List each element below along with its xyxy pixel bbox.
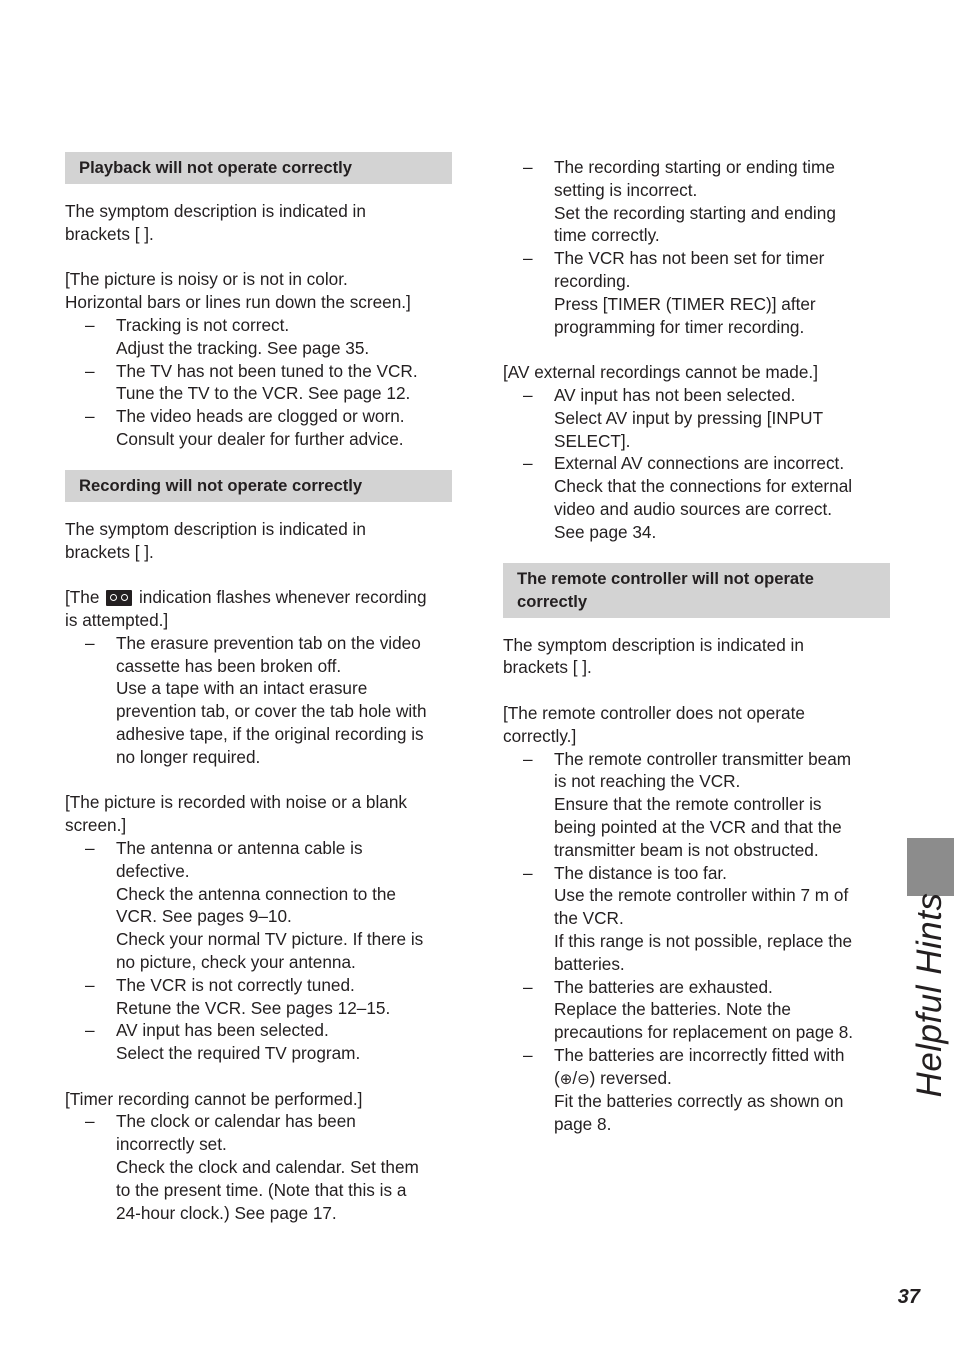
item-line: The VCR is not correctly tuned. xyxy=(116,974,355,995)
item-line: Adjust the tracking. See page 35. xyxy=(116,337,370,358)
left-column xyxy=(65,152,452,1224)
section-heading-remote xyxy=(503,563,890,618)
symptom-line: [The picture is noisy or is not in color. xyxy=(65,269,348,290)
symptom-prefix: [The xyxy=(65,587,100,608)
intro-line: The symptom description is indicated in xyxy=(65,518,366,539)
item-line: Check the clock and calendar. Set them xyxy=(116,1157,419,1178)
symptom-remote-not-operating xyxy=(503,702,890,748)
item-line: Use the remote controller within 7 m of xyxy=(554,885,849,906)
item-line: batteries. xyxy=(554,953,625,974)
item-line: The recording starting or ending time xyxy=(554,157,835,177)
item-line: AV input has been selected. xyxy=(116,1020,329,1041)
item-line: The remote controller transmitter beam xyxy=(554,748,852,769)
list-item xyxy=(503,384,890,452)
item-line: recording. xyxy=(554,270,631,291)
item-line: The antenna or antenna cable is xyxy=(116,837,363,858)
item-line: prevention tab, or cover the tab hole with xyxy=(116,701,427,722)
item-line: Ensure that the remote controller is xyxy=(554,794,822,815)
list-item xyxy=(65,632,452,769)
plus-circle-icon: ⊕ xyxy=(559,1069,573,1088)
intro-line: The symptom description is indicated in xyxy=(503,634,804,655)
symptom-line: [The remote controller does not operate xyxy=(503,702,805,723)
item-line: time correctly. xyxy=(554,225,660,246)
item-line: The clock or calendar has been xyxy=(116,1111,356,1132)
list-item xyxy=(65,1110,452,1224)
item-line: Check the antenna connection to the xyxy=(116,883,396,904)
symptom-line: [Timer recording cannot be performed.] xyxy=(65,1088,363,1109)
symptom-line: [AV external recordings cannot be made.] xyxy=(503,362,818,383)
dash-bullet: – xyxy=(523,1044,533,1065)
item-line: no picture, check your antenna. xyxy=(116,951,356,972)
item-line: Use a tape with an intact erasure xyxy=(116,678,368,699)
item-line: The distance is too far. xyxy=(554,862,727,883)
intro-remote xyxy=(503,634,890,680)
list-item xyxy=(65,974,452,1020)
item-line: The VCR has not been set for timer xyxy=(554,248,825,269)
symptom-av-external xyxy=(503,361,890,384)
dash-bullet: – xyxy=(523,748,533,769)
dash-bullet: – xyxy=(523,453,533,474)
item-line: Retune the VCR. See pages 12–15. xyxy=(116,997,391,1018)
item-line: The batteries are exhausted. xyxy=(554,976,773,997)
section-heading-playback: Playback will not operate correctly xyxy=(65,152,452,184)
dash-bullet: – xyxy=(85,1111,95,1132)
item-line: setting is incorrect. xyxy=(554,179,698,200)
side-tab-marker xyxy=(907,838,954,896)
dash-bullet: – xyxy=(523,248,533,269)
dash-bullet: – xyxy=(523,976,533,997)
intro-line: brackets [ ]. xyxy=(65,223,154,244)
list-item xyxy=(65,314,452,360)
symptom-noisy-picture xyxy=(65,268,452,314)
slash: / xyxy=(572,1067,578,1088)
item-line: adhesive tape, if the original recording is xyxy=(116,723,424,744)
intro-line: brackets [ ]. xyxy=(503,657,592,678)
cassette-icon xyxy=(106,590,132,606)
symptom-line: correctly.] xyxy=(503,725,577,746)
list-item xyxy=(65,405,452,451)
minus-circle-icon: ⊖ xyxy=(577,1069,590,1088)
item-line: the VCR. xyxy=(554,908,624,929)
dash-bullet: – xyxy=(85,632,95,653)
symptom-indicator-flashes xyxy=(65,586,452,632)
item-line: Tune the TV to the VCR. See page 12. xyxy=(116,383,411,404)
dash-bullet: – xyxy=(523,157,533,177)
dash-bullet: – xyxy=(523,384,533,405)
item-line: Check your normal TV picture. If there is xyxy=(116,929,424,950)
dash-bullet: – xyxy=(85,974,95,995)
item-line: The TV has not been tuned to the VCR. xyxy=(116,360,418,381)
symptom-suffix: indication flashes whenever recording xyxy=(138,587,427,608)
item-line: External AV connections are incorrect. xyxy=(554,453,845,474)
symptom-line xyxy=(65,586,452,609)
item-line: being pointed at the VCR and that the xyxy=(554,816,842,837)
item-line: transmitter beam is not obstructed. xyxy=(554,839,819,860)
intro-line: brackets [ ]. xyxy=(65,541,154,562)
item-line: Select AV input by pressing [INPUT xyxy=(554,407,824,428)
list-item xyxy=(503,1044,890,1136)
item-line: Press [TIMER (TIMER REC)] after xyxy=(554,293,816,314)
symptom-line: Horizontal bars or lines run down the screen.] xyxy=(65,292,411,313)
item-line: The video heads are clogged or worn. xyxy=(116,406,405,427)
symptom-line: is attempted.] xyxy=(65,609,169,630)
item-line: no longer required. xyxy=(116,746,261,767)
item-line: programming for timer recording. xyxy=(554,316,805,337)
intro-playback xyxy=(65,200,452,246)
dash-bullet: – xyxy=(85,314,95,335)
item-line: See page 34. xyxy=(554,521,657,542)
dash-bullet: – xyxy=(85,837,95,858)
symptom-noise-or-blank xyxy=(65,791,452,837)
symptom-line: screen.] xyxy=(65,815,127,836)
dash-bullet: – xyxy=(85,360,95,381)
item-line: video and audio sources are correct. xyxy=(554,498,833,519)
item-line: The erasure prevention tab on the video xyxy=(116,632,421,653)
list-item xyxy=(65,360,452,406)
list-item xyxy=(503,976,890,1044)
item-line: Replace the batteries. Note the xyxy=(554,999,791,1020)
item-line: incorrectly set. xyxy=(116,1134,227,1155)
symptom-line: [The picture is recorded with noise or a blank xyxy=(65,792,408,813)
item-line: to the present time. (Note that this is a xyxy=(116,1179,407,1200)
symptom-timer-recording xyxy=(65,1088,452,1111)
item-line: defective. xyxy=(116,860,190,881)
item-line: Set the recording starting and ending xyxy=(554,202,836,223)
item-line: 24-hour clock.) See page 17. xyxy=(116,1202,337,1223)
item-line: Consult your dealer for further advice. xyxy=(116,428,404,449)
dash-bullet: – xyxy=(85,406,95,427)
list-item xyxy=(503,452,890,543)
list-item xyxy=(65,837,452,974)
item-line: Fit the batteries correctly as shown on xyxy=(554,1091,844,1112)
item-line: AV input has not been selected. xyxy=(554,384,796,405)
intro-line: The symptom description is indicated in xyxy=(65,201,366,221)
item-line: cassette has been broken off. xyxy=(116,655,342,676)
item-line: The batteries are incorrectly fitted with xyxy=(554,1044,845,1065)
list-item xyxy=(503,748,890,862)
paren-open: ( xyxy=(554,1067,560,1088)
dash-bullet: – xyxy=(523,862,533,883)
item-line: VCR. See pages 9–10. xyxy=(116,906,292,927)
right-column xyxy=(503,156,890,1136)
item-line: precautions for replacement on page 8. xyxy=(554,1022,854,1043)
list-item xyxy=(503,156,890,247)
heading-line: The remote controller will not operate xyxy=(517,568,814,588)
reversed-text: ) reversed. xyxy=(589,1067,672,1088)
dash-bullet: – xyxy=(85,1020,95,1041)
item-line: Tracking is not correct. xyxy=(116,314,290,335)
item-line: Select the required TV program. xyxy=(116,1043,361,1064)
item-line: Check that the connections for external xyxy=(554,476,853,497)
item-line: is not reaching the VCR. xyxy=(554,771,741,792)
item-line: page 8. xyxy=(554,1114,612,1135)
list-item xyxy=(503,247,890,338)
list-item xyxy=(65,1019,452,1065)
heading-line: correctly xyxy=(517,591,588,611)
list-item xyxy=(503,862,890,976)
side-tab-title-text: Helpful Hints xyxy=(910,892,949,1098)
intro-recording xyxy=(65,518,452,564)
item-line: If this range is not possible, replace the xyxy=(554,930,853,951)
page-number: 37 xyxy=(897,1286,920,1308)
item-line xyxy=(554,1067,890,1091)
item-line: SELECT]. xyxy=(554,430,631,451)
section-heading-recording: Recording will not operate correctly xyxy=(65,470,452,502)
